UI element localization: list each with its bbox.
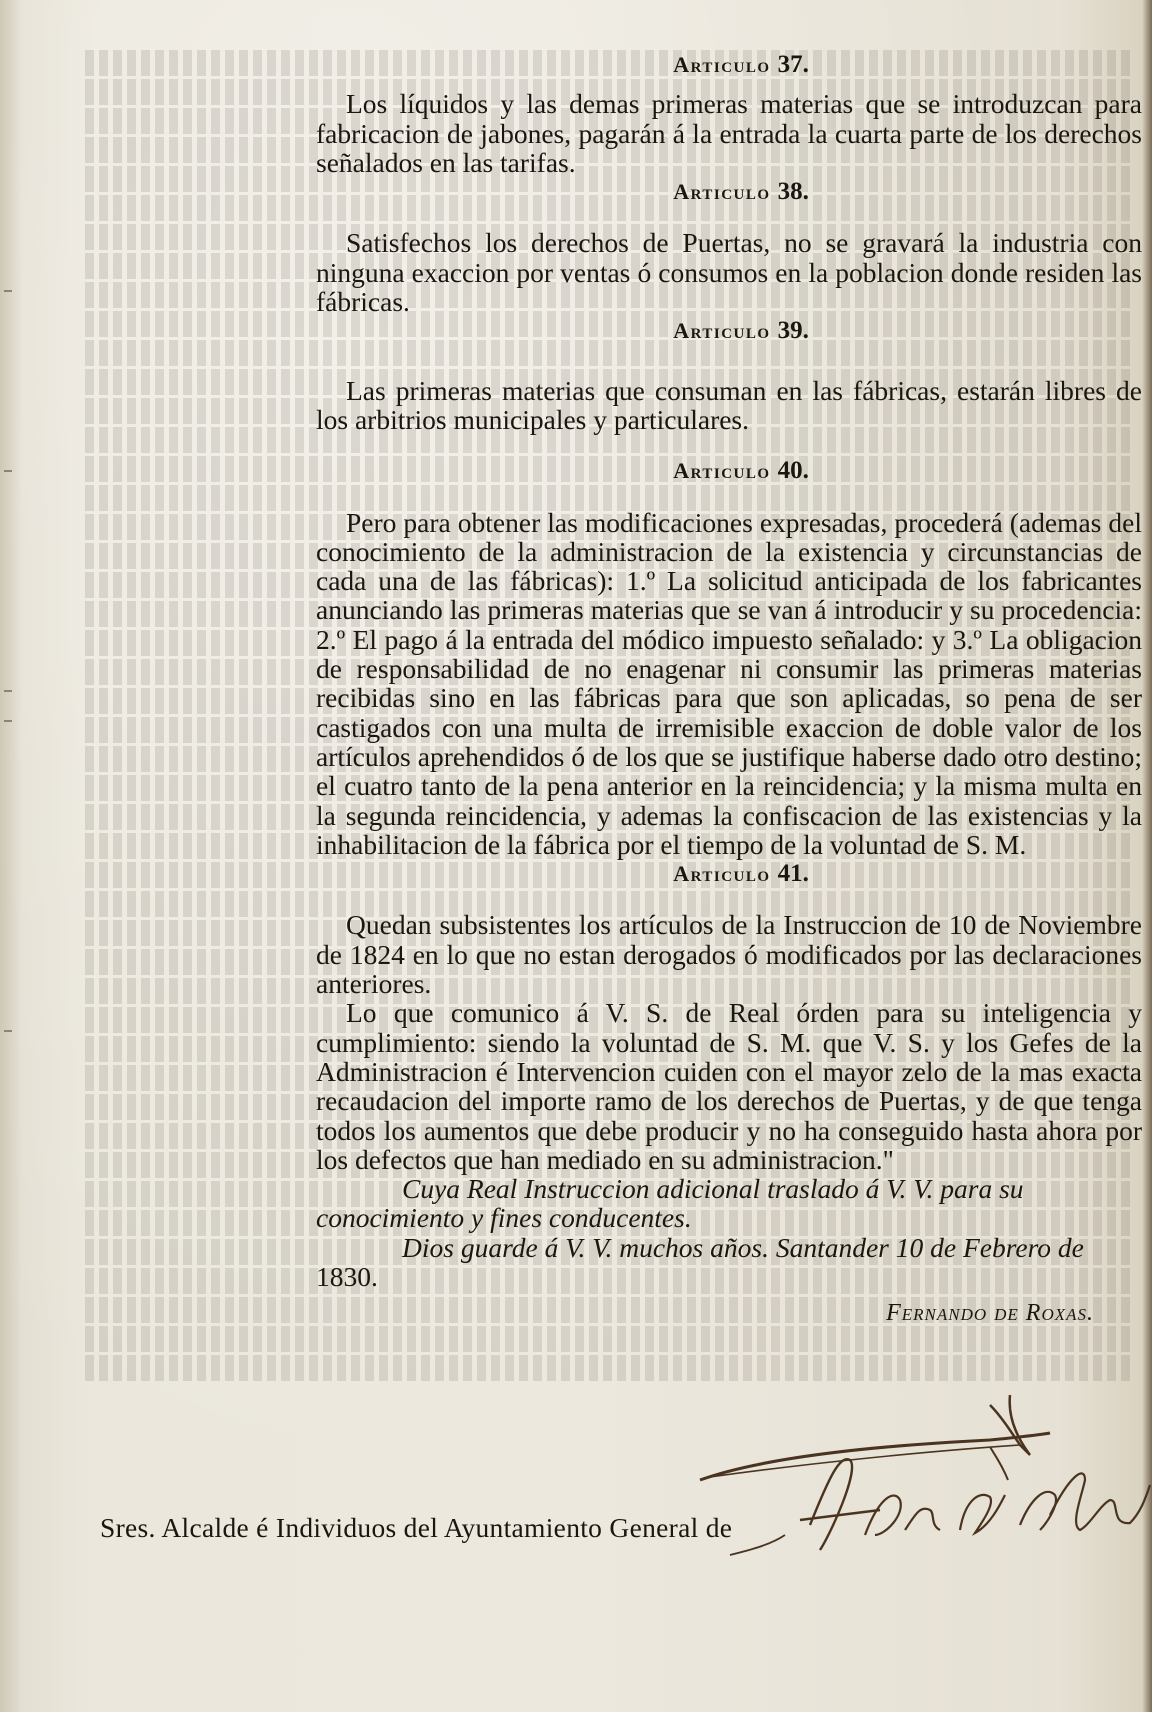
date-year: 1830. [316, 1260, 378, 1292]
article-heading: Articulo 37. [673, 51, 809, 78]
article-paragraph: Quedan subsistentes los artículos de la Instruccion de 10 de Noviembre de 1824 en lo que no estan derogados ó modificados por las declaraciones anteriores. [316, 909, 1142, 1000]
addressee-line: Sres. Alcalde é Individuos del Ayuntamiento General de [100, 1512, 733, 1543]
margin-mark [4, 690, 12, 692]
article-heading: Articulo 38. [673, 178, 809, 206]
salutation-line: Dios guarde á V. V. muchos años. Santander 10 de Febrero de [402, 1231, 1084, 1263]
left-page-edge [0, 0, 22, 1712]
article-heading: Articulo 41. [673, 860, 809, 888]
article-paragraph: Satisfechos los derechos de Puertas, no se gravará la industria con ninguna exaccion por ventas ó consumos en la poblacion donde residen las fábricas. [316, 227, 1142, 318]
article-heading: Articulo 40. [673, 457, 809, 485]
margin-mark [4, 1030, 12, 1032]
margin-mark [4, 470, 12, 472]
article-paragraph: Las primeras materias que consuman en las fábricas, estarán libres de los arbitrios municipales y particulares. [316, 374, 1142, 435]
margin-mark [4, 720, 12, 722]
article-paragraph: Pero para obtener las modificaciones expresadas, procederá (ademas del conocimiento de la administracion de la existencia y circunstancias de cada una de las fábricas): 1.º La solicitud anticipada de los fabricantes anunciando las primeras materias que se van á introducir y su procedencia: 2.º El pago á la entrada del módico impuesto señalado: y 3.º La obligacion de responsabilidad de no enagenar ni consumir las primeras materias recibidas sino en las fábricas para que son aplicadas, so pena de ser castigados con una multa de irremisible exaccion de doble valor de los artículos aprehendidos ó de los que se justifique haberse dado otro destino; el cuatro tanto de la pena anterior en la reincidencia; y la misma multa en la segunda reincidencia, y ademas la confiscacion de las existencias y la inhabilitacion de la fábrica por el tiempo de la voluntad de S. M. [316, 506, 1142, 860]
closing-paragraph: Lo que comunico á V. S. de Real órden para su inteligencia y cumplimiento: siendo la voluntad de S. M. que V. S. y los Gefes de la Administracion é Intervencion cuiden con el mayor zelo de la mas exacta recaudacion del importe ramo de los derechos de Puertas, y de que tenga todos los aumentos que debe producir y no ha conseguido hasta ahora por los defectos que han mediado en su administracion." [316, 997, 1142, 1175]
handwritten-signature [690, 1385, 1152, 1565]
signatory-name: Fernando de Roxas. [886, 1300, 1094, 1327]
article-paragraph: Los líquidos y las demas primeras materias que se introduzcan para fabricacion de jabones, pagarán á la entrada la cuarta parte de los derechos señalados en las tarifas. [316, 88, 1142, 178]
margin-mark [4, 290, 12, 292]
transmittal-line: Cuya Real Instruccion adicional traslado á V. V. para su conocimiento y fines conducentes. [316, 1173, 1024, 1234]
body-text [316, 50, 1142, 1329]
signature-text: Alfor de Lloriad [690, 1385, 698, 1386]
article-heading: Articulo 39. [673, 317, 809, 345]
